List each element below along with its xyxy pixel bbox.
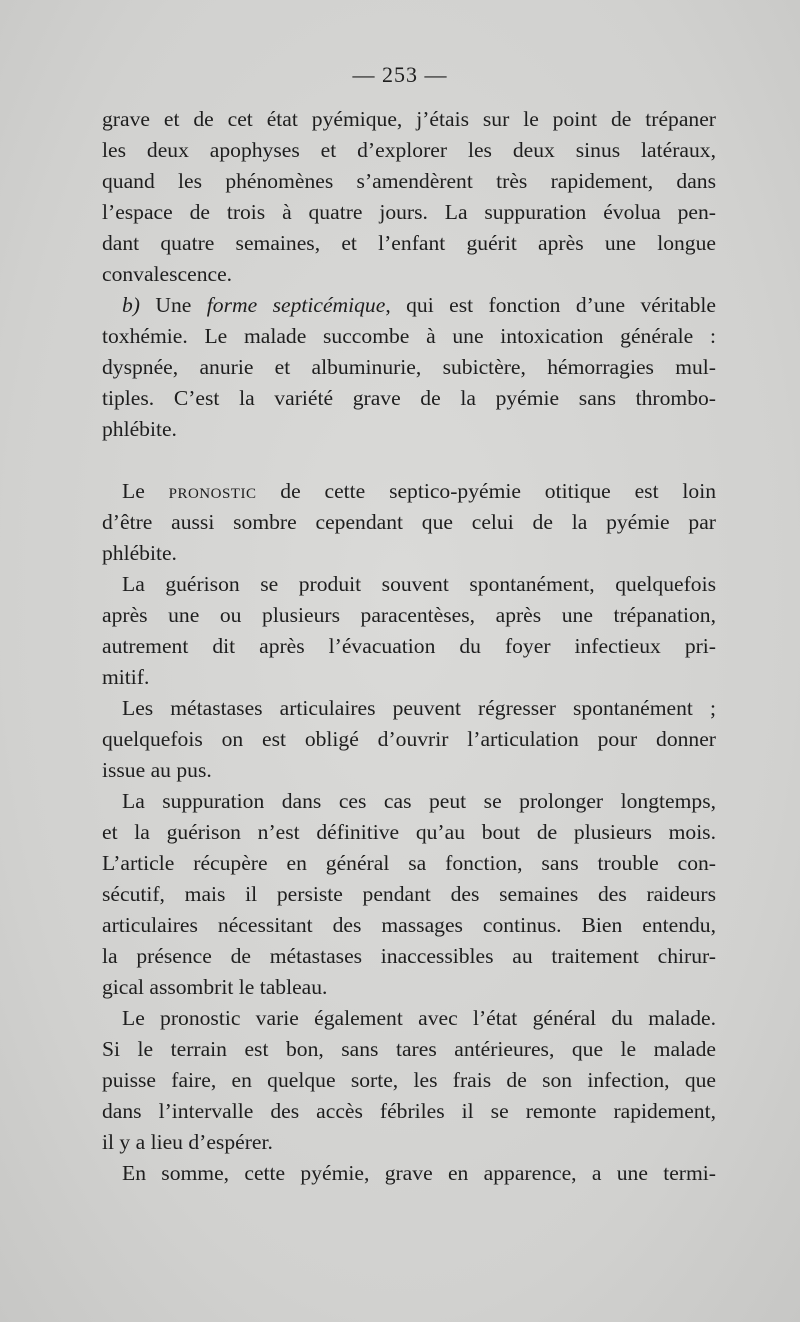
- text-line: [102, 197, 716, 228]
- text-segment: tiples. C’est la variété grave de la pyémie sans thrombo-: [102, 386, 716, 410]
- text-segment: il y a lieu d’espérer.: [102, 1130, 273, 1154]
- text-line: [102, 879, 716, 910]
- text-line: [102, 383, 716, 414]
- paragraph-gap: [102, 445, 716, 476]
- text-line: [102, 631, 716, 662]
- text-segment: puisse faire, en quelque sorte, les frais de son infection, que: [102, 1068, 716, 1092]
- text-segment: toxhémie. Le malade succombe à une intoxication générale :: [102, 324, 716, 348]
- page-number: — 253 —: [352, 62, 448, 87]
- text-segment: grave et de cet état pyémique, j’étais sur le point de trépaner: [102, 107, 716, 131]
- text-line: [102, 693, 716, 724]
- text-line: [102, 724, 716, 755]
- text-segment: de cette septico-pyémie otitique est loin: [256, 479, 716, 503]
- text-segment: les deux apophyses et d’explorer les deux sinus latéraux,: [102, 138, 716, 162]
- text-segment: et la guérison n’est définitive qu’au bout de plusieurs mois.: [102, 820, 716, 844]
- text-line: [102, 941, 716, 972]
- text-segment: En somme, cette pyémie, grave en apparence, a une termi-: [122, 1161, 716, 1185]
- body-text: [102, 104, 716, 1189]
- text-segment: issue au pus.: [102, 758, 212, 782]
- text-segment: articulaires nécessitant des massages continus. Bien entendu,: [102, 913, 716, 937]
- text-line: [102, 104, 716, 135]
- text-segment: , qui est fonction d’une véritable: [385, 293, 716, 317]
- text-line: [102, 755, 716, 786]
- text-segment: d’être aussi sombre cependant que celui de la pyémie par: [102, 510, 716, 534]
- text-segment: Le pronostic varie également avec l’état général du malade.: [122, 1006, 716, 1030]
- text-line: [102, 1034, 716, 1065]
- text-line: [102, 321, 716, 352]
- text-segment: dyspnée, anurie et albuminurie, subictère, hémorragies mul-: [102, 355, 716, 379]
- text-segment: sécutif, mais il persiste pendant des semaines des raideurs: [102, 882, 716, 906]
- text-line: [102, 569, 716, 600]
- text-segment: dans l’intervalle des accès fébriles il se remonte rapidement,: [102, 1099, 716, 1123]
- italic-text: b): [122, 293, 156, 317]
- text-line: [102, 352, 716, 383]
- text-line: [102, 1158, 716, 1189]
- text-line: [102, 507, 716, 538]
- italic-text: forme septicémique: [206, 293, 386, 317]
- text-segment: convalescence.: [102, 262, 233, 286]
- text-line: [102, 817, 716, 848]
- text-segment: Si le terrain est bon, sans tares antérieures, que le malade: [102, 1037, 716, 1061]
- text-line: [102, 848, 716, 879]
- text-segment: L’article récupère en général sa fonction, sans trouble con-: [102, 851, 716, 875]
- text-line: [102, 910, 716, 941]
- text-line: [102, 135, 716, 166]
- text-segment: quand les phénomènes s’amendèrent très rapidement, dans: [102, 169, 716, 193]
- text-segment: autrement dit après l’évacuation du foyer infectieux pri-: [102, 634, 716, 658]
- text-segment: l’espace de trois à quatre jours. La suppuration évolua pen-: [102, 200, 716, 224]
- text-line: [102, 538, 716, 569]
- text-line: [102, 662, 716, 693]
- text-segment: phlébite.: [102, 541, 177, 565]
- text-segment: La guérison se produit souvent spontanément, quelquefois: [122, 572, 716, 596]
- text-line: [102, 1065, 716, 1096]
- text-segment: Une: [155, 293, 207, 317]
- text-segment: mitif.: [102, 665, 150, 689]
- text-line: [102, 259, 716, 290]
- text-line: [102, 166, 716, 197]
- text-line: [102, 972, 716, 1003]
- text-line: [102, 228, 716, 259]
- text-line: [102, 476, 716, 507]
- text-line: [102, 786, 716, 817]
- text-line: [102, 1003, 716, 1034]
- text-line: [102, 600, 716, 631]
- text-line: [102, 1127, 716, 1158]
- text-segment: dant quatre semaines, et l’enfant guérit après une longue: [102, 231, 716, 255]
- small-caps-text: pronostic: [168, 479, 257, 503]
- text-segment: quelquefois on est obligé d’ouvrir l’articulation pour donner: [102, 727, 716, 751]
- text-line: [102, 414, 716, 445]
- text-line: [102, 1096, 716, 1127]
- text-segment: la présence de métastases inaccessibles au traitement chirur-: [102, 944, 716, 968]
- text-segment: Les métastases articulaires peuvent régresser spontanément ;: [122, 696, 716, 720]
- text-segment: après une ou plusieurs paracentèses, après une trépanation,: [102, 603, 716, 627]
- text-segment: phlébite.: [102, 417, 177, 441]
- text-line: [102, 290, 716, 321]
- text-segment: gical assombrit le tableau.: [102, 975, 328, 999]
- text-segment: La suppuration dans ces cas peut se prolonger longtemps,: [122, 789, 716, 813]
- text-segment: Le: [122, 479, 169, 503]
